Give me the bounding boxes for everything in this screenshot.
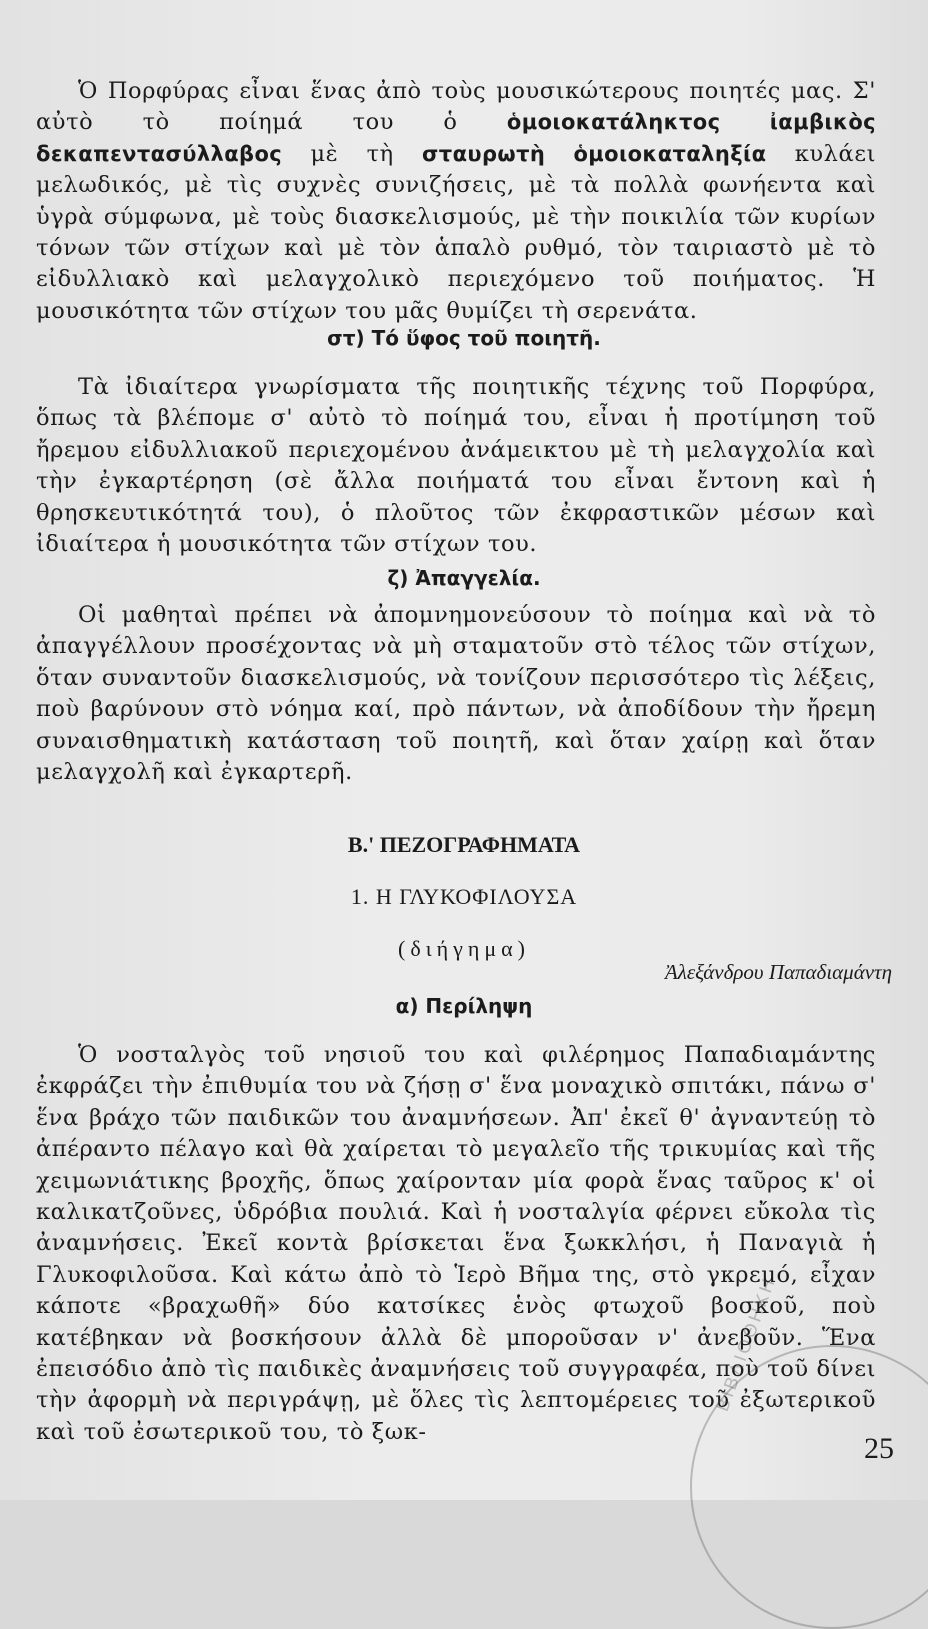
paragraph-recitation [36,600,876,788]
heading-recitation: ζ) Ἀπαγγελία. [387,566,541,590]
para1-text-1: Ὁ Πορφύρας εἶναι ἕνας ἀπὸ τοὺς μουσικώτερους ποιητές μας. Σ' αὐτὸ τὸ ποίημά του ὁ [36,78,876,136]
section-title: Β.' ΠΕΖΟΓΡΑΦΗΜΑΤΑ [347,832,581,857]
page-number: 25 [864,1432,894,1465]
para1-text-2: μὲ τὴ [282,140,423,167]
para4-text: Ὁ νοσταλγὸς τοῦ νησιοῦ του καὶ φιλέρημος Παπαδιαμάντης ἐκφράζει τὴν ἐπιθυμία του νὰ ζήσῃ σ' ἕνα μοναχικὸ σπιτάκι, πάνω σ' ἕνα βράχο τῶν παιδικῶν του ἀναμνήσεων. Ἀπ' ἐκεῖ θ' ἀγναντεύῃ τὸ ἀπέραντο πέλαγο καὶ θὰ χαίρεται τὸ μεγαλεῖο τῆς τρικυμίας καὶ τῆς χειμωνιάτικης βροχῆς, ὅπως χαίρονταν μία φορὰ ἕνας ταῦρος κ' οἱ καλικατζοῦνες, ὑδρόβια πουλιά. Καὶ ἡ νοσταλγία φέρνει εὔκολα τὶς ἀναμνήσεις. Ἐκεῖ κοντὰ βρίσκεται ἕνα ξωκκλήσι, ἡ Παναγιὰ ἡ Γλυκοφιλοῦσα. Καὶ κάτω ἀπὸ τὸ Ἱερὸ Βῆμα της, στὸ γκρεμό, εἶχαν κάποτε «βραχωθῆ» δύο κατσίκες ἑνὸς φτωχοῦ βοσκοῦ, ποὺ κατέβηκαν νὰ βοσκήσουν ἀλλὰ δὲ μποροῦσαν ν' ἀνεβοῦν. Ἕνα ἐπεισόδιο ἀπὸ τὶς παιδικὲς ἀναμνήσεις τοῦ συγγραφέα, ποὺ τοῦ δίνει τὴν ἀφορμὴ νὰ περιγράψῃ, μὲ ὅλες τὶς λεπτομέρειες τοῦ ἐξωτερικοῦ καὶ τοῦ ἐσωτερικοῦ του, τὸ ξωκ- [36,1042,876,1445]
story-title: 1. Η ΓΛΥΚΟΦΙΛΟΥΣΑ [350,884,578,909]
heading-summary: α) Περίληψη [395,994,533,1018]
genre-label: (διήγημα) [398,936,530,961]
para1-text-3: κυλάει μελωδικός, μὲ τὶς συχνὲς συνιζήσεις, μὲ τὰ πολλὰ φωνήεντα καὶ ὑγρὰ σύμφωνα, μὲ τοὺς διασκελισμούς, μὲ τὴν ποικιλία τῶν κυρίων τόνων τῶν στίχων καὶ μὲ τὸν ἁπαλὸ ρυθμό, τὸν ταιριαστὸ μὲ τὸ εἰδυλλιακὸ καὶ μελαγχολικὸ περιεχόμενο τοῦ ποιήματος. Ἡ μουσικότητα τῶν στίχων του μᾶς θυμίζει τὴ σερενάτα. [36,140,876,324]
heading-style: στ) Τό ὕφος τοῦ ποιητῆ. [327,326,601,350]
para1-bold-rhyme: σταυρωτὴ ὁμοιοκαταληξία [422,141,767,166]
library-stamp [690,1273,928,1629]
para3-text: Οἱ μαθηταὶ πρέπει νὰ ἀπομνημονεύσουν τὸ ποίημα καὶ νὰ τὸ ἀπαγγέλλουν προσέχοντας νὰ μὴ σταματοῦν στὸ τέλος τῶν στίχων, ὅταν συναντοῦν διασκελισμούς, νὰ τονίζουν περισσότερο τὶς λέξεις, ποὺ βαρύνουν στὸ νόημα καί, πρὸ πάντων, νὰ ἀποδίδουν τὴν ἤρεμη συναισθηματικὴ κατάσταση τοῦ ποιητῆ, καὶ ὅταν χαίρῃ καὶ ὅταν μελαγχολῆ καὶ ἐγκαρτερῆ. [36,602,876,786]
paragraph-meter [36,76,876,327]
stamp-text: ΒΙΒΛΙΟΘΗΚΗ [712,1273,780,1414]
paragraph-style [36,372,876,560]
para2-text: Τὰ ἰδιαίτερα γνωρίσματα τῆς ποιητικῆς τέχνης τοῦ Πορφύρα, ὅπως τὰ βλέπομε σ' αὐτὸ τὸ ποίημά του, εἶναι ἡ προτίμηση τοῦ ἤρεμου εἰδυλλιακοῦ περιεχομένου ἀνάμεικτου μὲ τὴ μελαγχολία καὶ τὴν ἐγκαρτέρηση (σὲ ἄλλα ποιήματά του εἶναι ἔντονη καὶ ἡ θρησκευτικότητά του), ὁ πλοῦτος τῶν ἐκφραστικῶν μέσων καὶ ἰδιαίτερα ἡ μουσικότητα τῶν στίχων του. [36,374,876,558]
author-name: Ἀλεξάνδρου Παπαδιαμάντη [664,960,892,984]
para1-bold-meter: ὁμοιοκατάληκτος ἰαμβικὸς δεκαπεντασύλλαβος [36,110,877,166]
